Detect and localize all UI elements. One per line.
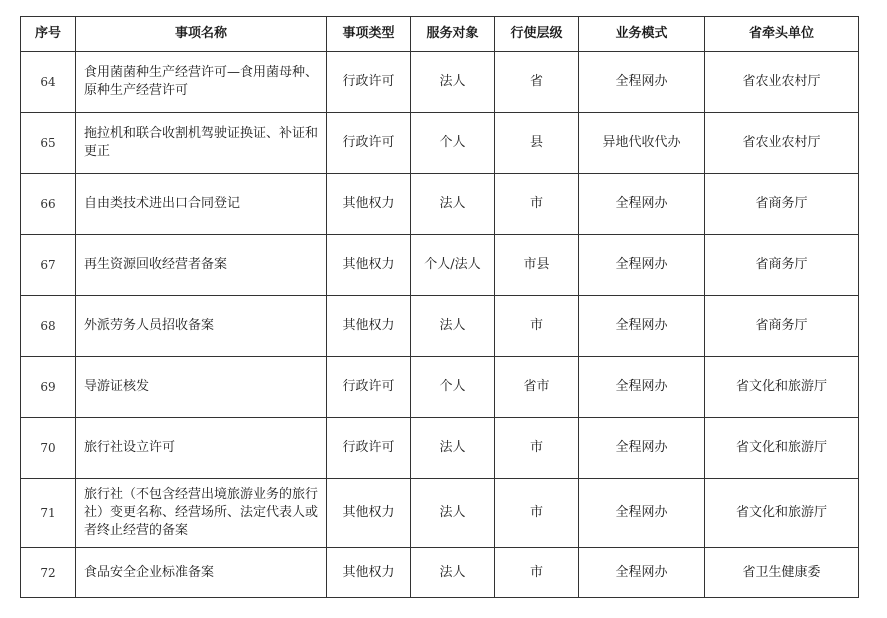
table-row (21, 418, 859, 479)
table-row (21, 296, 859, 357)
row-level: 市县 (495, 235, 579, 296)
row-target: 法人 (411, 174, 495, 235)
row-no: 68 (21, 296, 76, 357)
row-mode: 全程网办 (579, 418, 705, 479)
row-level: 市 (495, 548, 579, 598)
row-dept: 省商务厅 (705, 235, 859, 296)
row-type: 其他权力 (327, 235, 411, 296)
row-mode: 异地代收代办 (579, 113, 705, 174)
row-type: 行政许可 (327, 52, 411, 113)
row-target: 法人 (411, 52, 495, 113)
row-mode: 全程网办 (579, 296, 705, 357)
row-target: 法人 (411, 418, 495, 479)
row-type: 其他权力 (327, 548, 411, 598)
row-no: 69 (21, 357, 76, 418)
header-row (21, 17, 859, 52)
row-no: 71 (21, 479, 76, 548)
table-row (21, 357, 859, 418)
row-dept: 省农业农村厅 (705, 113, 859, 174)
row-mode: 全程网办 (579, 357, 705, 418)
row-type: 行政许可 (327, 418, 411, 479)
table-row (21, 174, 859, 235)
row-dept: 省农业农村厅 (705, 52, 859, 113)
row-target: 个人 (411, 357, 495, 418)
row-no: 70 (21, 418, 76, 479)
row-target: 个人/法人 (411, 235, 495, 296)
header-no: 序号 (21, 17, 76, 52)
table-row (21, 52, 859, 113)
row-dept: 省商务厅 (705, 174, 859, 235)
row-type: 其他权力 (327, 479, 411, 548)
row-level: 县 (495, 113, 579, 174)
row-name: 旅行社设立许可 (76, 418, 327, 479)
matters-table (20, 16, 859, 598)
row-name: 再生资源回收经营者备案 (76, 235, 327, 296)
row-dept: 省文化和旅游厅 (705, 357, 859, 418)
header-level: 行使层级 (495, 17, 579, 52)
header-name: 事项名称 (76, 17, 327, 52)
header-type: 事项类型 (327, 17, 411, 52)
row-no: 72 (21, 548, 76, 598)
row-target: 个人 (411, 113, 495, 174)
row-no: 64 (21, 52, 76, 113)
header-target: 服务对象 (411, 17, 495, 52)
row-no: 65 (21, 113, 76, 174)
row-type: 行政许可 (327, 357, 411, 418)
row-name: 旅行社（不包含经营出境旅游业务的旅行社）变更名称、经营场所、法定代表人或者终止经营的备案 (76, 479, 327, 548)
row-mode: 全程网办 (579, 548, 705, 598)
row-dept: 省商务厅 (705, 296, 859, 357)
row-mode: 全程网办 (579, 52, 705, 113)
row-level: 市 (495, 296, 579, 357)
row-name: 导游证核发 (76, 357, 327, 418)
row-level: 市 (495, 418, 579, 479)
row-mode: 全程网办 (579, 174, 705, 235)
row-name: 拖拉机和联合收割机驾驶证换证、补证和更正 (76, 113, 327, 174)
row-level: 省 (495, 52, 579, 113)
header-mode: 业务模式 (579, 17, 705, 52)
row-target: 法人 (411, 479, 495, 548)
table-row (21, 113, 859, 174)
table-row (21, 548, 859, 598)
row-mode: 全程网办 (579, 235, 705, 296)
row-mode: 全程网办 (579, 479, 705, 548)
row-type: 行政许可 (327, 113, 411, 174)
row-type: 其他权力 (327, 296, 411, 357)
row-level: 市 (495, 174, 579, 235)
row-name: 食品安全企业标准备案 (76, 548, 327, 598)
table-row (21, 235, 859, 296)
row-dept: 省文化和旅游厅 (705, 479, 859, 548)
row-name: 食用菌菌种生产经营许可—食用菌母种、原种生产经营许可 (76, 52, 327, 113)
table-row (21, 479, 859, 548)
row-dept: 省文化和旅游厅 (705, 418, 859, 479)
header-dept: 省牵头单位 (705, 17, 859, 52)
row-no: 67 (21, 235, 76, 296)
row-level: 省市 (495, 357, 579, 418)
row-dept: 省卫生健康委 (705, 548, 859, 598)
row-target: 法人 (411, 296, 495, 357)
row-target: 法人 (411, 548, 495, 598)
row-level: 市 (495, 479, 579, 548)
row-name: 外派劳务人员招收备案 (76, 296, 327, 357)
row-type: 其他权力 (327, 174, 411, 235)
row-name: 自由类技术进出口合同登记 (76, 174, 327, 235)
row-no: 66 (21, 174, 76, 235)
